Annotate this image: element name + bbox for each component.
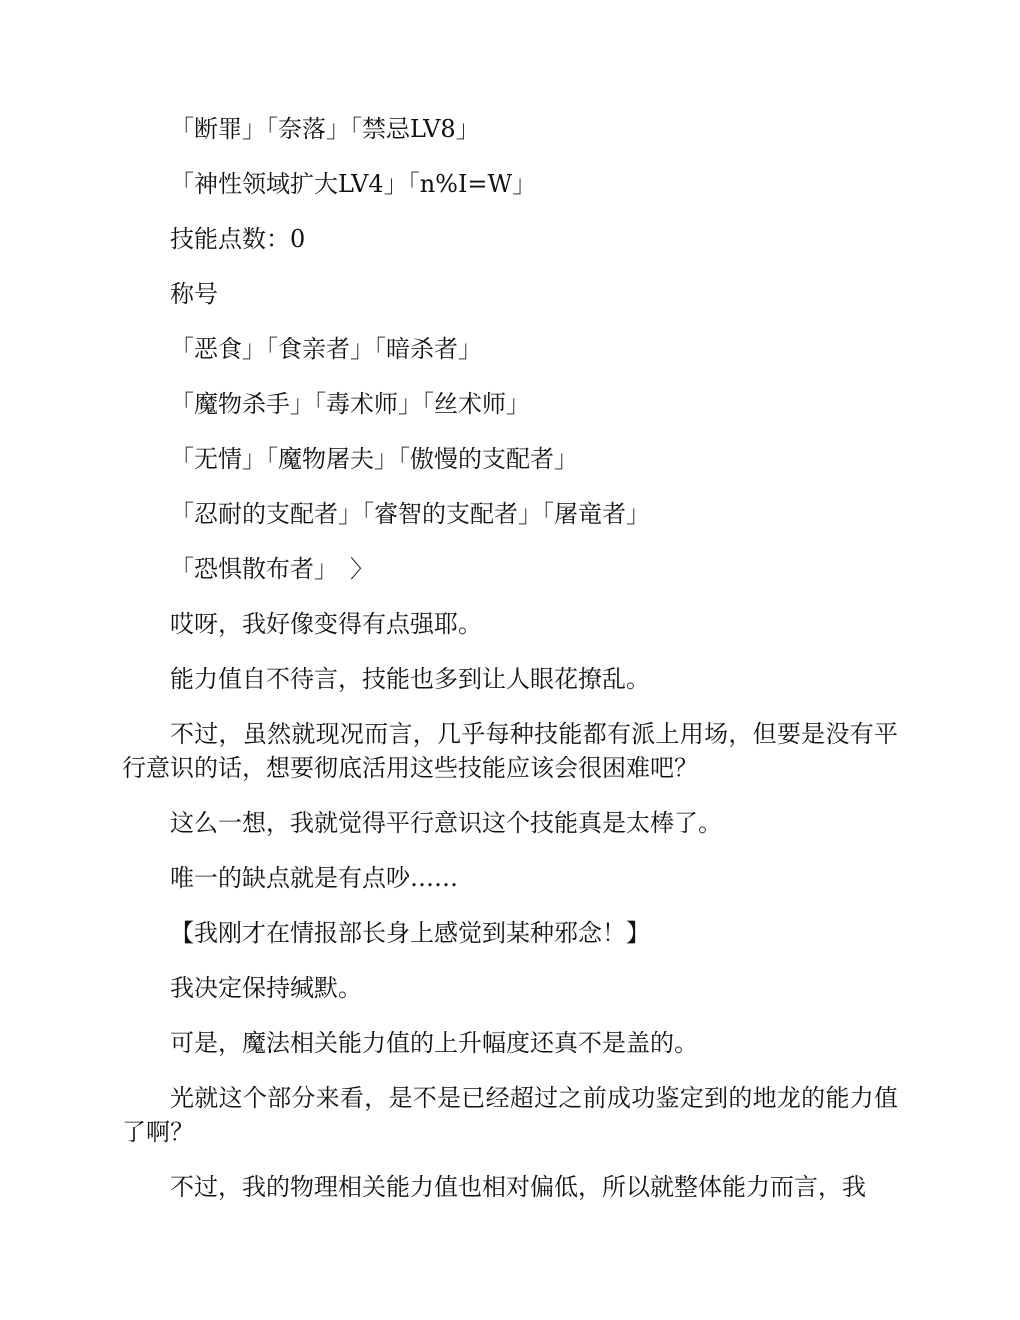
paragraph-skill-points: 技能点数：0 (170, 225, 306, 253)
paragraph-skills-line-1: 「断罪」「奈落」「禁忌LV8」 (170, 115, 480, 143)
paragraph: 我决定保持缄默。 (170, 974, 362, 1002)
paragraph: 不过，虽然就现况而言，几乎每种技能都有派上用场，但要是没有平行意识的话，想要彻底活用这些技能应该会很困难吧？ (122, 720, 898, 782)
paragraph-titles-line-5: 「恐惧散布者」 〉 (170, 555, 374, 583)
paragraph-skills-line-2: 「神性领域扩大LV4」「n%I=W」 (170, 170, 537, 198)
paragraph-titles-line-2: 「魔物杀手」「毒术师」「丝术师」 (170, 390, 530, 418)
paragraph: 能力值自不待言，技能也多到让人眼花撩乱。 (170, 665, 650, 693)
paragraph-titles-heading: 称号 (170, 280, 218, 308)
paragraph: 光就这个部分来看，是不是已经超过之前成功鉴定到的地龙的能力值了啊？ (122, 1084, 898, 1146)
paragraph: 这么一想，我就觉得平行意识这个技能真是太棒了。 (170, 809, 722, 837)
paragraph: 哎呀，我好像变得有点强耶。 (170, 610, 482, 638)
paragraph-titles-line-4: 「忍耐的支配者」「睿智的支配者」「屠竜者」 (170, 500, 650, 528)
body-text (122, 112, 898, 1225)
paragraph-titles-line-3: 「无情」「魔物屠夫」「傲慢的支配者」 (170, 445, 578, 473)
paragraph: 可是，魔法相关能力值的上升幅度还真不是盖的。 (170, 1029, 698, 1057)
paragraph-bracket-quote: 【我刚才在情报部长身上感觉到某种邪念！】 (170, 919, 650, 947)
paragraph: 唯一的缺点就是有点吵…… (170, 864, 458, 892)
paragraph: 不过，我的物理相关能力值也相对偏低，所以就整体能力而言，我 (170, 1173, 866, 1201)
paragraph-titles-line-1: 「恶食」「食亲者」「暗杀者」 (170, 335, 482, 363)
